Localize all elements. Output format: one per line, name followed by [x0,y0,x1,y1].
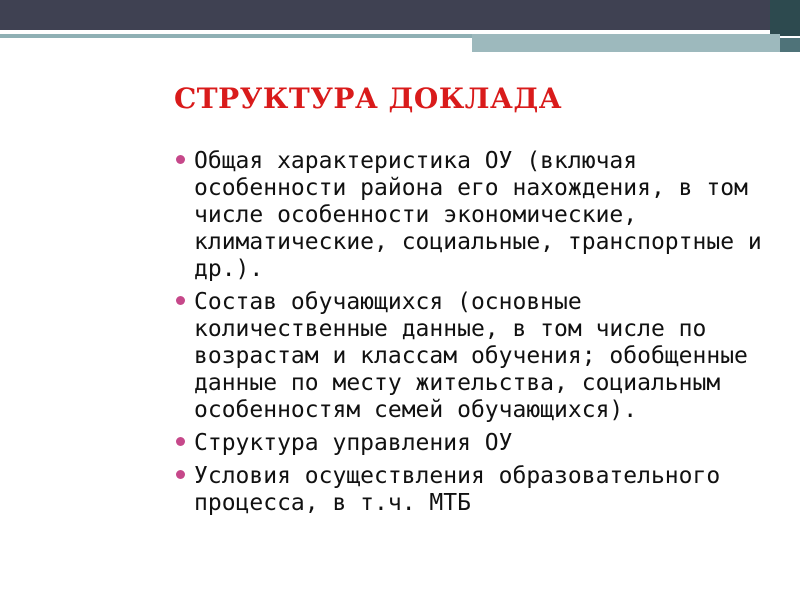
bullet-dot-icon [176,437,185,446]
slide-title: СТРУКТУРА ДОКЛАДА [174,82,563,115]
bullet-dot-icon [176,155,185,164]
accent-strip-left [0,34,472,38]
bullet-item-general-characteristics [176,148,776,283]
bullet-item-student-composition [176,289,776,424]
bullet-text: Состав обучающихся (основные количественные данные, в том числе по возрастам и классам обучения; обобщенные данные по месту жительства, социальным особенностям семей обучающихся). [194,289,748,423]
bullet-text: Общая характеристика ОУ (включая особенности района его нахождения, в том числе особенности экономические, климатические, социальные, транспортные и др.). [194,148,762,282]
bullet-dot-icon [176,470,185,479]
bullet-text: Условия осуществления образовательного процесса, в т.ч. МТБ [194,463,721,516]
bullet-item-management-structure [176,430,776,457]
bullet-dot-icon [176,296,185,305]
bullet-list [176,148,776,517]
header-band [0,0,800,30]
header-corner-block [770,0,800,36]
accent-strip-corner [780,38,800,52]
bullet-item-educational-conditions [176,463,776,517]
header-dark-bar [0,0,800,30]
bullet-text: Структура управления ОУ [194,430,513,456]
accent-strip-right [472,34,780,52]
slide-content [176,148,776,523]
